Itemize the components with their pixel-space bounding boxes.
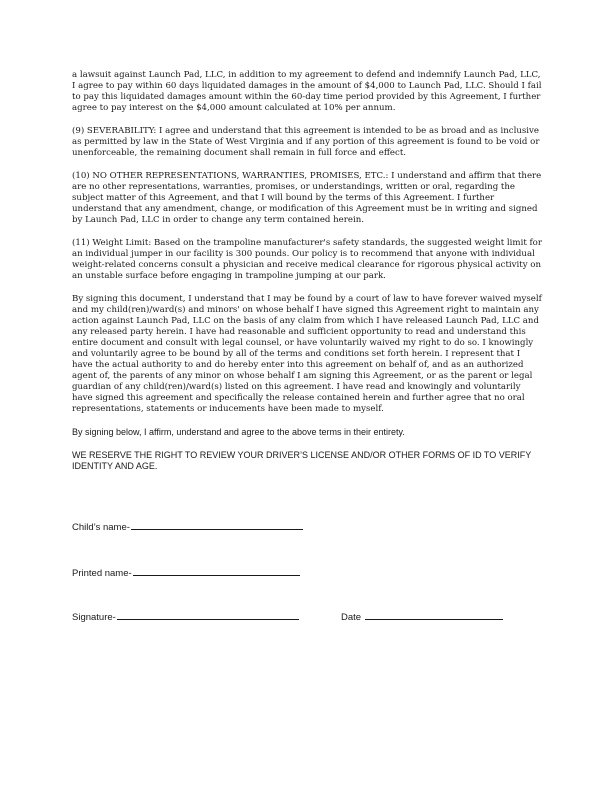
waiver-document: [72, 70, 542, 472]
signature-label: Signature-: [72, 612, 116, 623]
severability-paragraph: (9) SEVERABILITY: I agree and understand that this agreement is intended to be as broad and as inclusive as permitted by law in the State of West Virginia and if any portion of this agreement is found to be void or unenforceable, the remaining document shall remain in full force and effect.: [72, 126, 540, 158]
date-line[interactable]: [365, 610, 503, 620]
no-other-representations-paragraph: (10) NO OTHER REPRESENTATIONS, WARRANTIES, PROMISES, ETC.: I understand and affirm that there are no other representations, warranties, promises, or understandings, written or oral, regarding the subject matter of this Agreement, and that I will bound by the terms of this Agreement. I further understand that any amendment, change, or modification of this Agreement must be in writing and signed by Launch Pad, LLC in order to change any term contained herein.: [72, 171, 542, 225]
childs-name-field[interactable]: [72, 520, 303, 534]
printed-name-label: Printed name-: [72, 568, 132, 579]
weight-limit-paragraph: (11) Weight Limit: Based on the trampoline manufacturer's safety standards, the suggested weight limit for an individual jumper in our facility is 300 pounds. Our policy is to recommend that anyone with individual weight-related concerns consult a physician and receive medical clearance for rigorous physical activity on an unstable surface before engaging in trampoline jumping at our park.: [72, 238, 542, 281]
printed-name-field[interactable]: [72, 566, 300, 580]
date-field[interactable]: [341, 610, 503, 624]
affirmation-statement: By signing below, I affirm, understand and agree to the above terms in their entirety.: [72, 427, 405, 437]
signature-line[interactable]: [117, 610, 299, 620]
date-label: Date: [341, 612, 362, 623]
childs-name-label: Child’s name-: [72, 522, 130, 533]
waiver-acknowledgement-paragraph: By signing this document, I understand that I may be found by a court of law to have forever waived myself and my child(ren)/ward(s) and minors' on whose behalf I have signed this Agreement right to maintain any action against Launch Pad, LLC on the basis of any claim from which I have released Launch Pad, LLC and any released party herein. I have had reasonable and sufficient opportunity to read and understand this entire document and consult with legal counsel, or have voluntarily waived my right to do so. I knowingly and voluntarily agree to be bound by all of the terms and conditions set forth herein. I represent that I have the actual authority to and do hereby enter into this agreement on behalf of, and as an authorized agent of, the parents of any minor on whose behalf I am signing this Agreement, or as the parent or legal guardian of any child(ren)/ward(s) listed on this agreement. I have read and knowingly and voluntarily have signed this agreement and specifically the release contained herein and further agree that no oral representations, statements or inducements have been made to myself.: [72, 294, 542, 414]
signature-field[interactable]: [72, 610, 299, 624]
id-verification-notice: WE RESERVE THE RIGHT TO REVIEW YOUR DRIVER’S LICENSE AND/OR OTHER FORMS OF ID TO VERIFY IDENTITY AND AGE.: [72, 450, 532, 471]
childs-name-line[interactable]: [131, 520, 303, 530]
liquidated-damages-paragraph: a lawsuit against Launch Pad, LLC, in addition to my agreement to defend and indemnify Launch Pad, LLC, I agree to pay within 60 days liquidated damages in the amount of $4,000 to Launch Pad, LLC. Should I fail to pay this liquidated damages amount within the 60-day time period provided by this Agreement, I further agree to pay interest on the $4,000 amount calculated at 10% per annum.: [72, 70, 542, 113]
printed-name-line[interactable]: [133, 566, 300, 576]
